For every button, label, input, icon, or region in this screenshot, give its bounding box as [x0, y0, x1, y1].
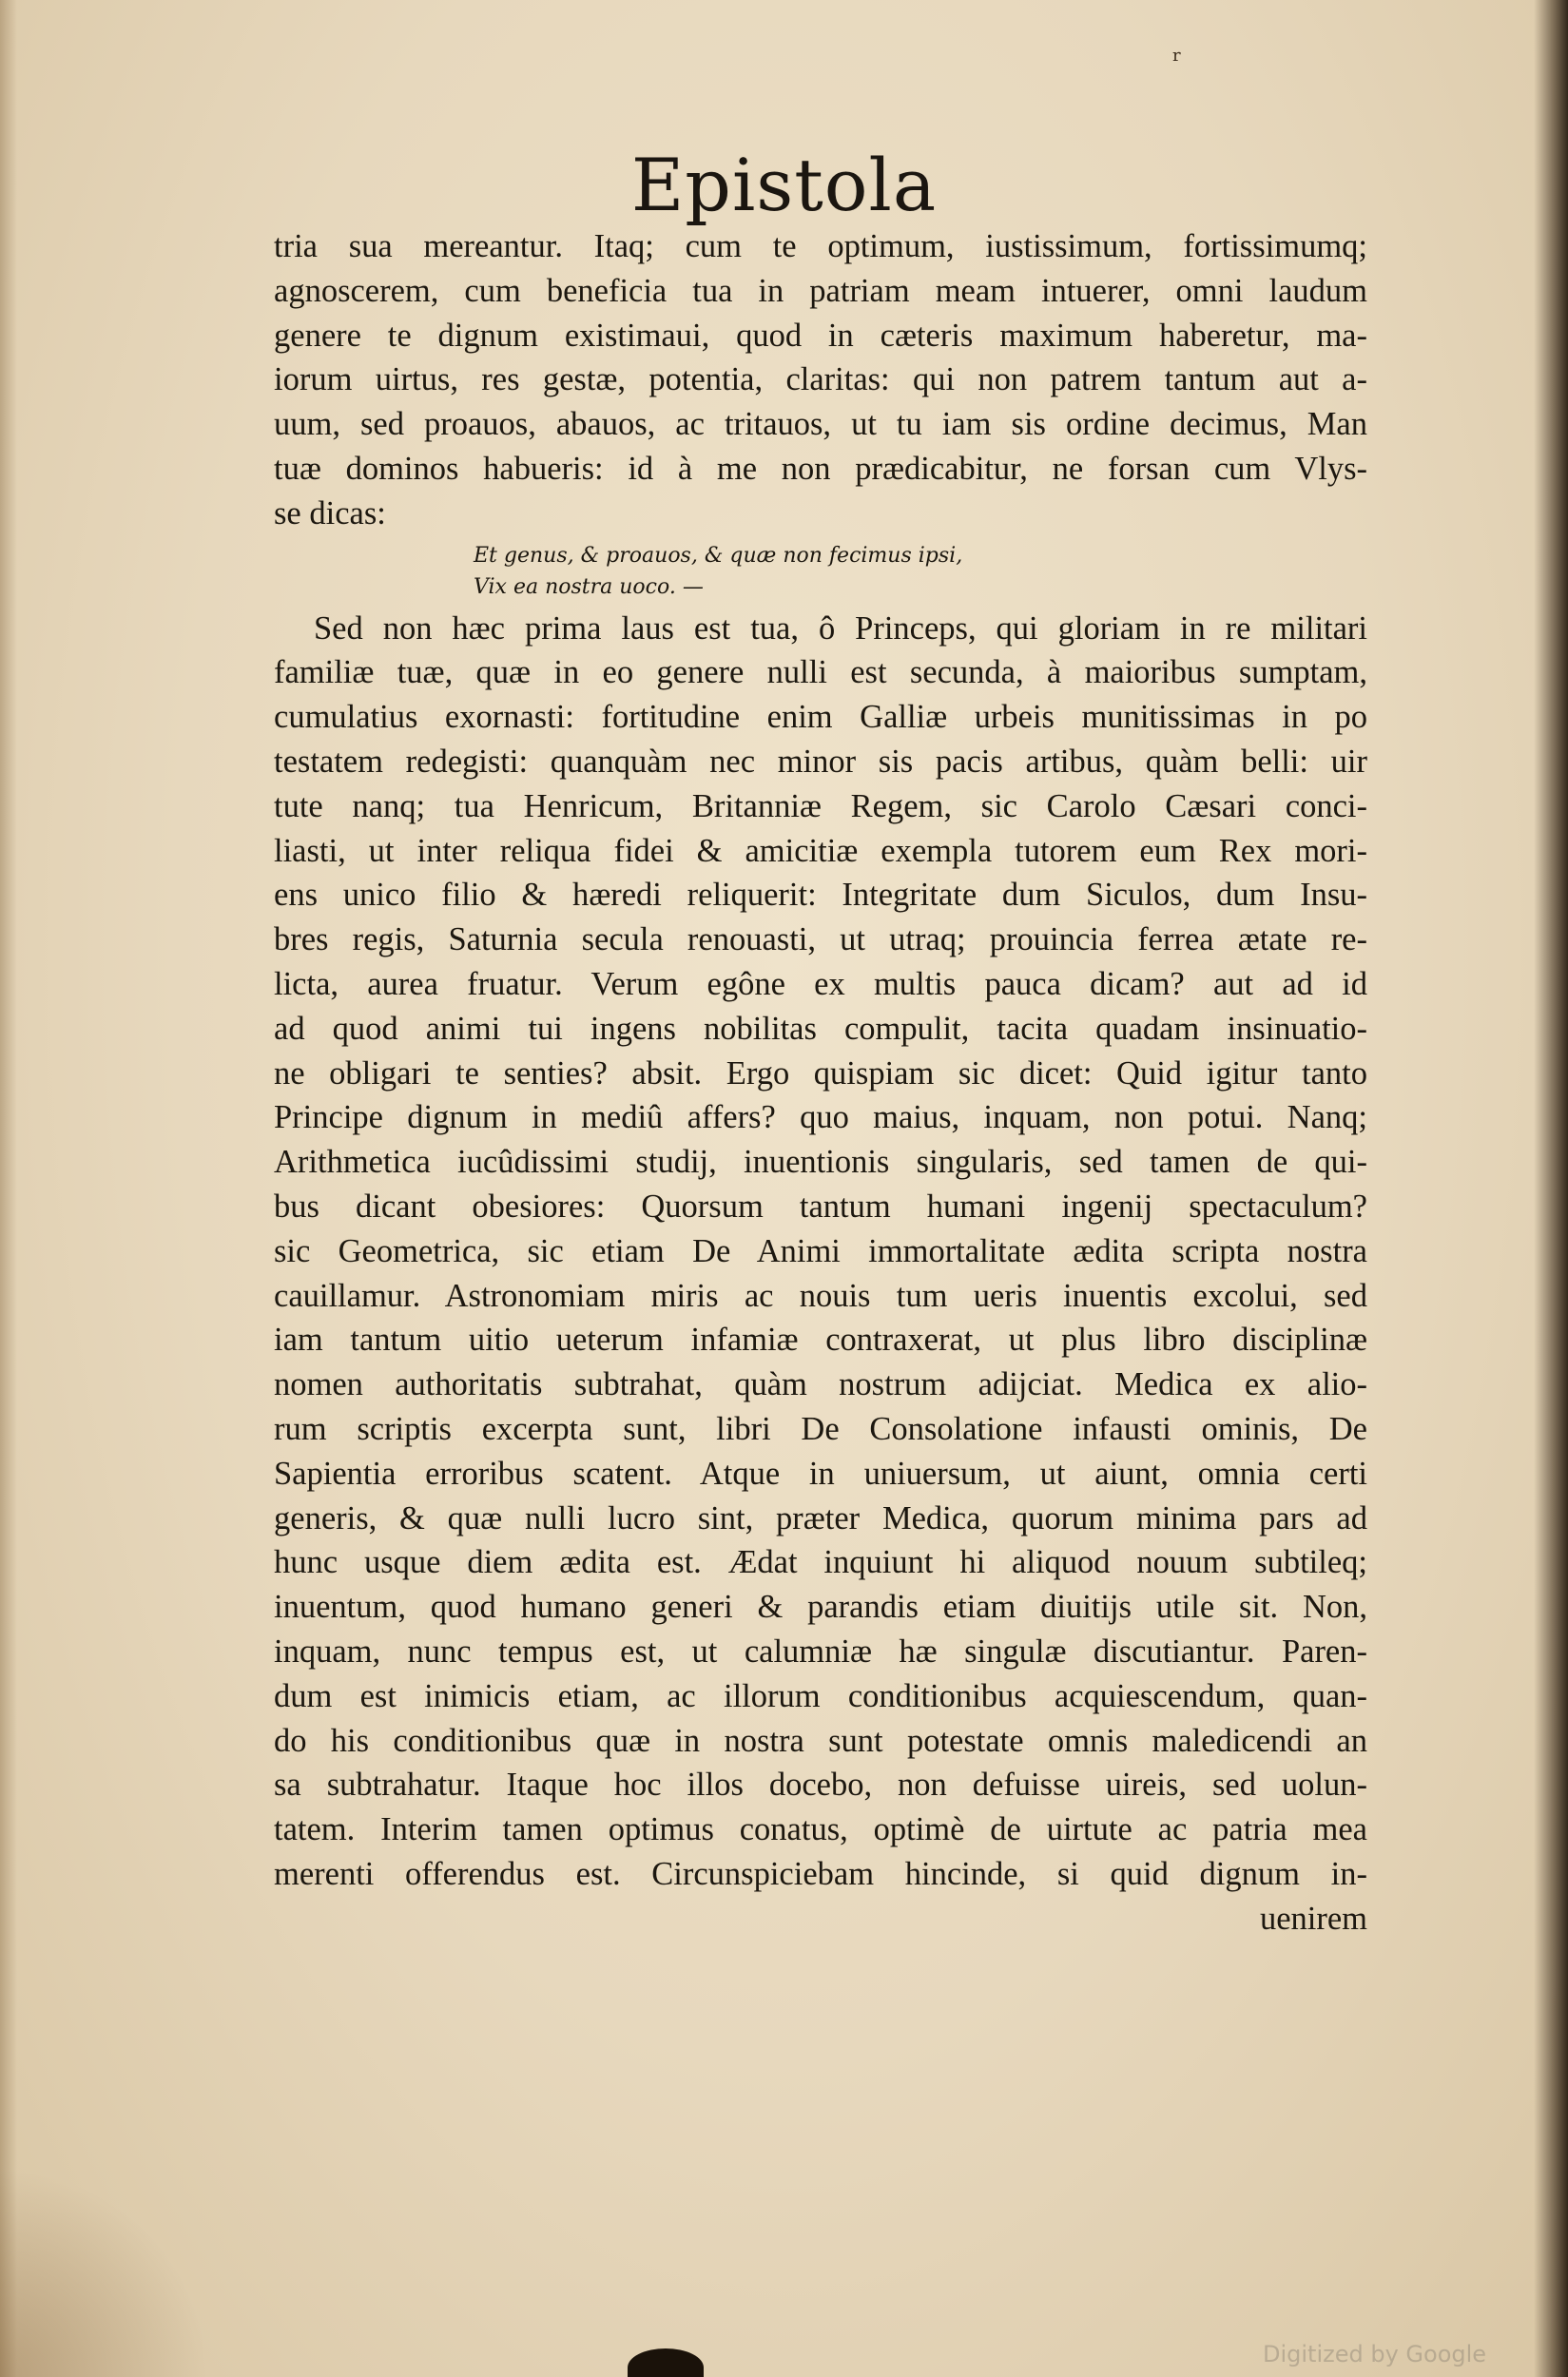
text-line: Sapientia erroribus scatent. Atque in uniuersum, ut aiunt, omnia certi	[274, 1455, 1367, 1492]
text-line: se dicas:	[274, 494, 386, 531]
text-line: iam tantum uitio ueterum infamiæ contraxerat, ut plus libro disciplinæ	[274, 1322, 1367, 1359]
page-left-edge-shadow	[0, 0, 17, 2377]
text-line: inuentum, quod humano generi & parandis etiam diuitijs utile sit. Non,	[274, 1589, 1367, 1626]
text-line: ne obligari te senties? absit. Ergo quispiam sic dicet: Quid igitur tanto	[274, 1054, 1367, 1092]
verse-quote-line: Et genus, & proauos, & quæ non fecimus ipsi,	[474, 543, 963, 568]
text-line: sa subtrahatur. Itaque hoc illos docebo, non defuisse uireis, sed uolun-	[274, 1767, 1367, 1804]
text-line: tuæ dominos habueris: id à me non prædicabitur, ne forsan cum Vlys-	[274, 450, 1367, 487]
text-line: ad quod animi tui ingens nobilitas compulit, tacita quadam insinuatio-	[274, 1010, 1367, 1047]
text-line: agnoscerem, cum beneficia tua in patriam meam intuerer, omni laudum	[274, 272, 1367, 309]
text-line: cumulatius exornasti: fortitudine enim Galliæ urbeis munitissimas in po	[274, 699, 1367, 736]
text-line: tatem. Interim tamen optimus conatus, optimè de uirtute ac patria mea	[274, 1811, 1367, 1848]
text-line: Sed non hæc prima laus est tua, ô Princeps, qui gloriam in re militari	[314, 609, 1367, 647]
text-line: iorum uirtus, res gestæ, potentia, claritas: qui non patrem tantum aut a-	[274, 361, 1367, 398]
text-line: generis, & quæ nulli lucro sint, præter Medica, quorum minima pars ad	[274, 1499, 1367, 1536]
text-line: inquam, nunc tempus est, ut calumniæ hæ singulæ discutiantur. Paren-	[274, 1633, 1367, 1670]
text-line: uum, sed proauos, abauos, ac tritauos, ut tu iam sis ordine decimus, Man	[274, 406, 1367, 443]
text-line: testatem redegisti: quanquàm nec minor sis pacis artibus, quàm belli: uir	[274, 743, 1367, 780]
verse-quote-line: Vix ea nostra uoco. —	[474, 574, 704, 599]
text-line: hunc usque diem ædita est. Ædat inquiunt hi aliquod nouum subtileq;	[274, 1544, 1367, 1581]
text-line: genere te dignum existimaui, quod in cæteris maximum haberetur, ma-	[274, 317, 1367, 354]
page-right-edge-binding	[1534, 0, 1568, 2377]
text-line: sic Geometrica, sic etiam De Animi immortalitate ædita scripta nostra	[274, 1232, 1367, 1269]
digitization-watermark: Digitized by Google	[1263, 2341, 1487, 2367]
catchword: uenirem	[1259, 1900, 1367, 1937]
text-line: nomen authoritatis subtrahat, quàm nostrum adijciat. Medica ex alio-	[274, 1366, 1367, 1403]
text-line: bres regis, Saturnia secula renouasti, ut utraq; prouincia ferrea ætate re-	[274, 921, 1367, 958]
thumb-smudge	[628, 2348, 704, 2377]
page-heading: Epistola	[630, 143, 938, 227]
text-line: licta, aurea fruatur. Verum egône ex multis pauca dicam? aut ad id	[274, 965, 1367, 1002]
text-line: tria sua mereantur. Itaq; cum te optimum, iustissimum, fortissimumq;	[274, 228, 1367, 264]
page-body-text	[274, 224, 1367, 1941]
text-line: bus dicant obesiores: Quorsum tantum humani ingenij spectaculum?	[274, 1188, 1367, 1225]
text-line: Arithmetica iucûdissimi studij, inuentionis singularis, sed tamen de qui-	[274, 1144, 1367, 1181]
text-line: cauillamur. Astronomiam miris ac nouis tum ueris inuentis excolui, sed	[274, 1277, 1367, 1314]
text-line: merenti offerendus est. Circunspiciebam hincinde, si quid dignum in-	[274, 1855, 1367, 1892]
text-line: tute nanq; tua Henricum, Britanniæ Regem, sic Carolo Cæsari conci-	[274, 787, 1367, 824]
text-line: liasti, ut inter reliqua fidei & amicitiæ exempla tutorem eum Rex mori-	[274, 832, 1367, 869]
text-line: ens unico filio & hæredi reliquerit: Integritate dum Siculos, dum Insu-	[274, 877, 1367, 914]
text-line: dum est inimicis etiam, ac illorum conditionibus acquiescendum, quan-	[274, 1677, 1367, 1714]
top-mark: r	[1172, 46, 1181, 66]
corner-stain	[0, 2168, 209, 2377]
text-line: do his conditionibus quæ in nostra sunt potestate omnis maledicendi an	[274, 1722, 1367, 1759]
text-line: Principe dignum in mediû affers? quo maius, inquam, non potui. Nanq;	[274, 1099, 1367, 1136]
text-line: familiæ tuæ, quæ in eo genere nulli est secunda, à maioribus sumptam,	[274, 654, 1367, 691]
text-line: rum scriptis excerpta sunt, libri De Consolatione infausti ominis, De	[274, 1410, 1367, 1447]
